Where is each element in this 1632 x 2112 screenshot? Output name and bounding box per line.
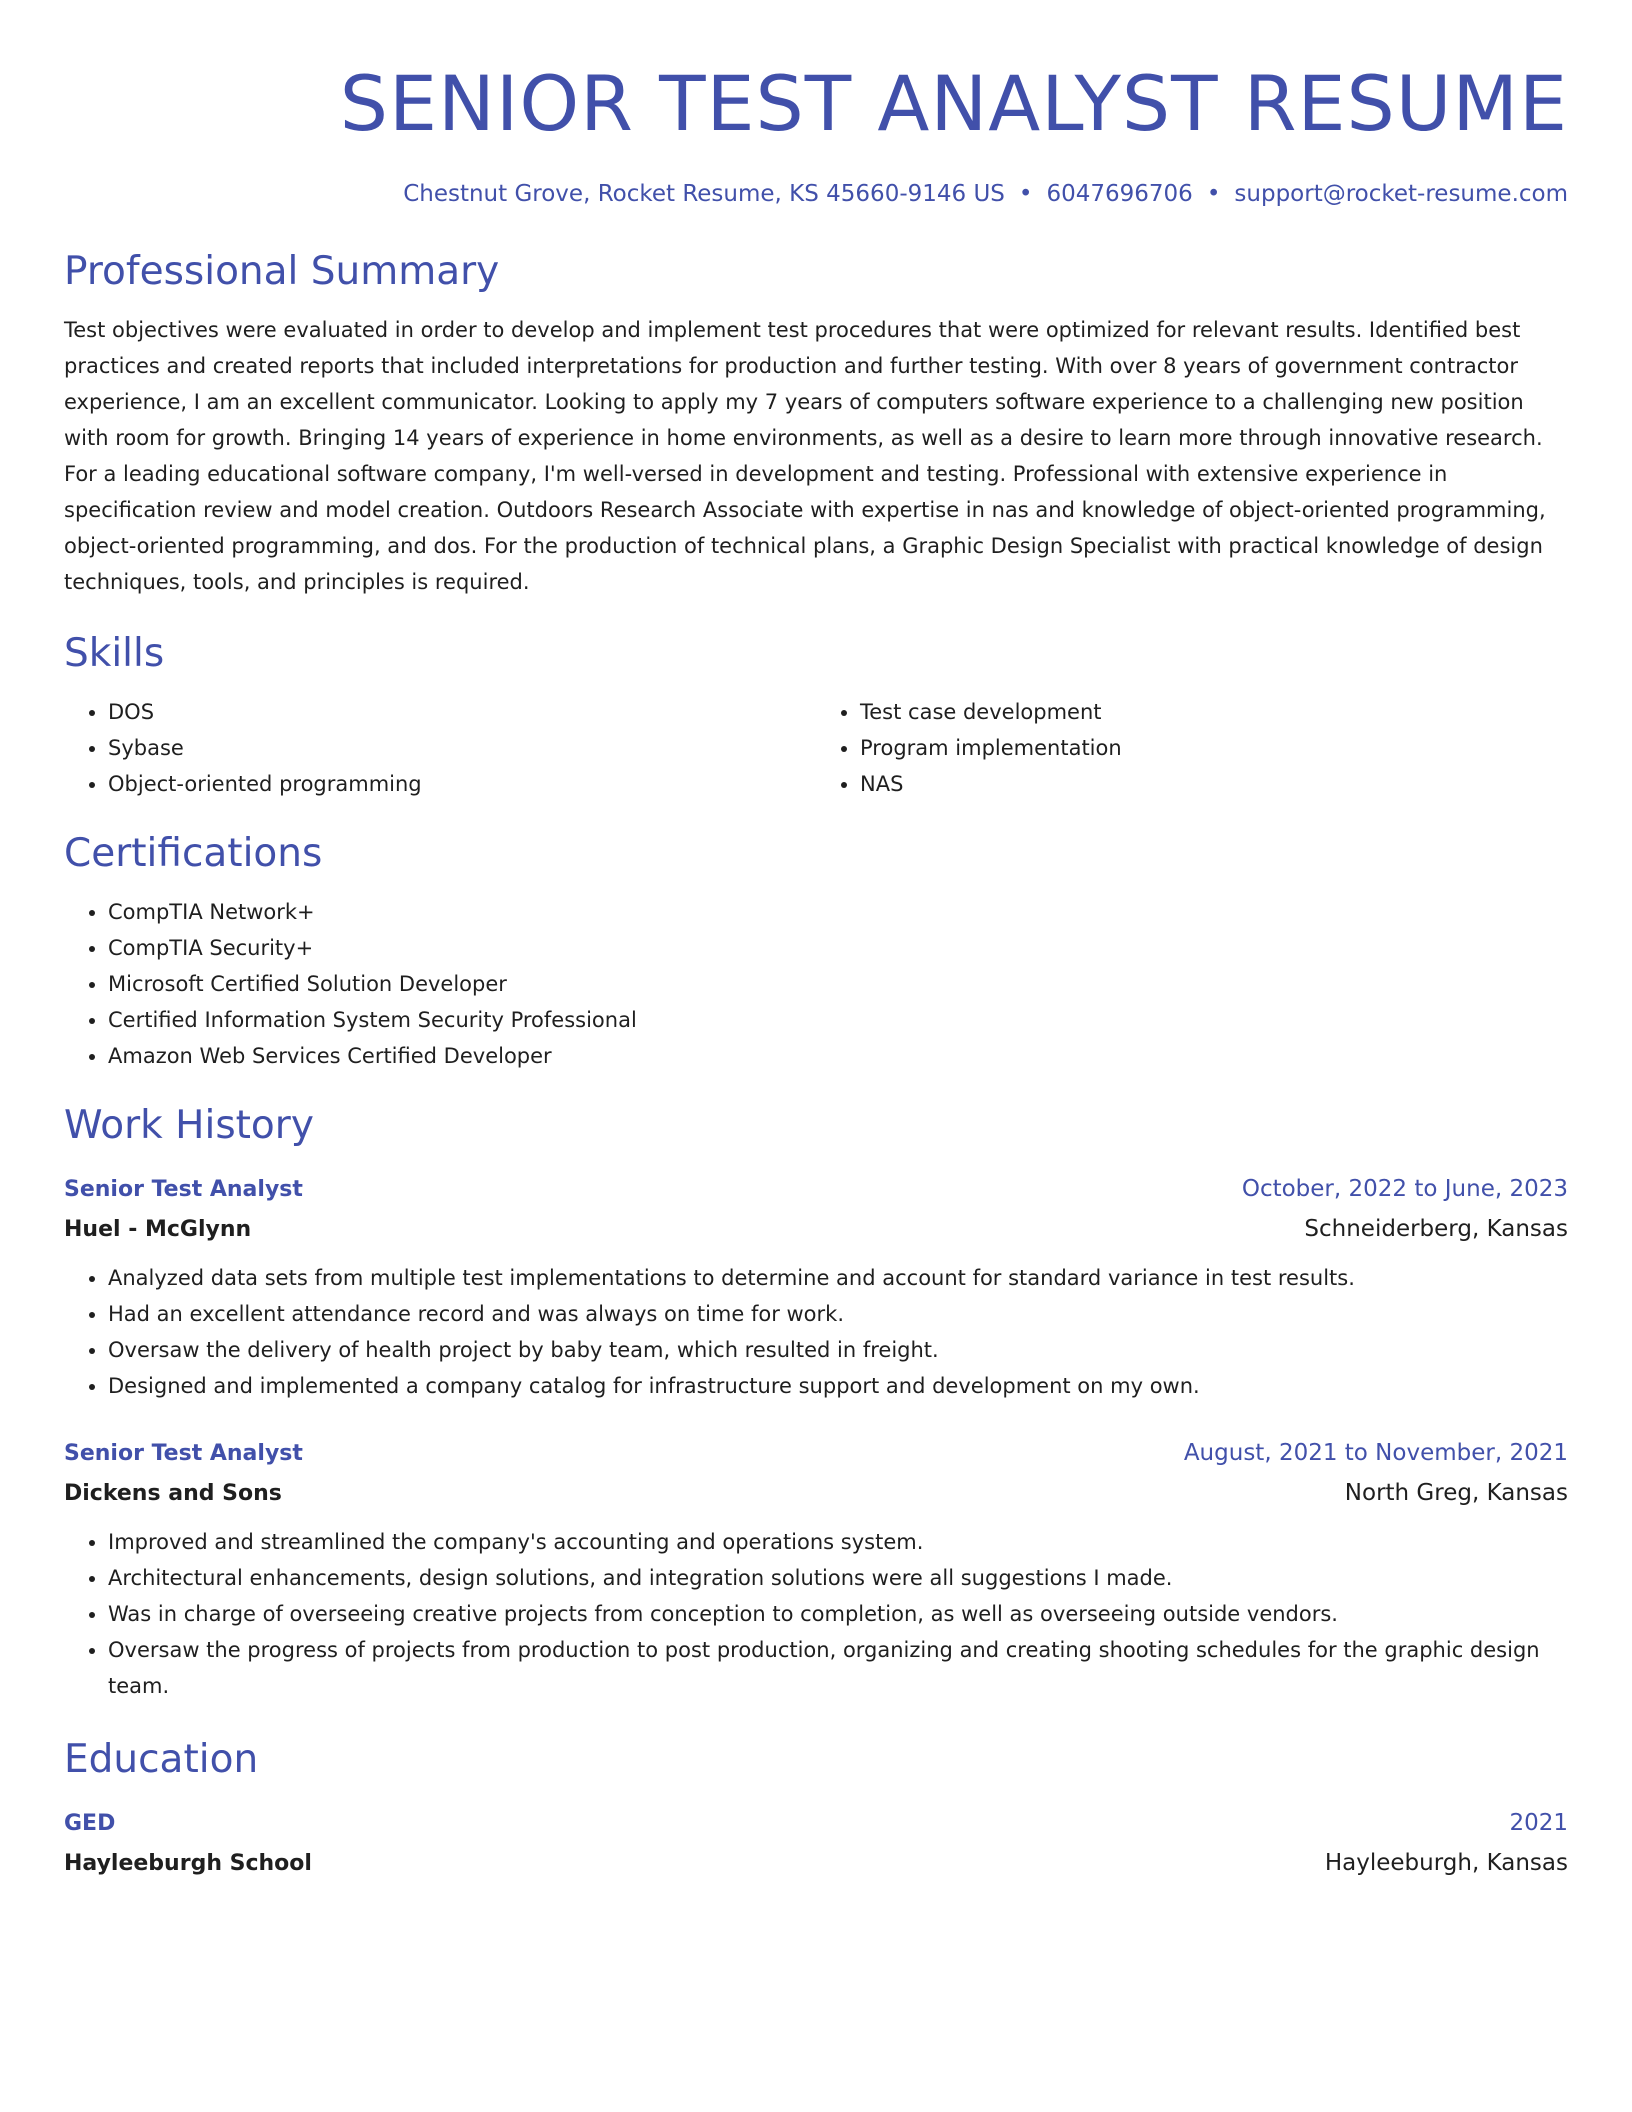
job-employer-row [64,1209,1568,1250]
education-school: Hayleeburgh School [64,1851,312,1876]
job-bullets [64,1524,1568,1704]
job-bullet: • Architectural enhancements, design solutions, and integration solutions were all suggestions I made. [108,1560,1568,1596]
section-heading-skills: Skills [64,631,165,676]
skills-section [64,628,1568,802]
job-entry [64,1170,1568,1404]
resume-header [64,52,1568,210]
certification-item: • CompTIA Security+ [108,930,1568,966]
job-location: Schneiderberg, Kansas [1304,1216,1568,1242]
education-school-row [64,1843,1568,1884]
certification-item: • CompTIA Network+ [108,894,1568,930]
skill-item: • Sybase [108,730,816,766]
job-employer: Huel - McGlynn [64,1217,252,1242]
certifications-list [64,894,1568,1074]
contact-phone: 6047696706 [1046,181,1193,207]
contact-separator: • [1018,181,1033,207]
contact-email: support@rocket-resume.com [1234,181,1568,207]
job-title: Senior Test Analyst [64,1441,303,1466]
job-employer-row [64,1473,1568,1514]
education-year: 2021 [1509,1810,1568,1836]
skill-item: • NAS [860,766,1568,802]
contact-line [64,178,1568,210]
education-location: Hayleeburgh, Kansas [1324,1850,1568,1876]
job-entry [64,1434,1568,1704]
job-title: Senior Test Analyst [64,1177,303,1202]
section-heading-certifications: Certifications [64,831,323,876]
section-heading-education: Education [64,1737,259,1782]
job-dates: August, 2021 to November, 2021 [1183,1440,1568,1466]
contact-separator: • [1206,181,1221,207]
job-bullets [64,1260,1568,1404]
skill-item: • Object-oriented programming [108,766,816,802]
skill-item: • DOS [108,694,816,730]
job-employer: Dickens and Sons [64,1481,282,1506]
job-location: North Greg, Kansas [1344,1480,1568,1506]
job-bullet: • Oversaw the progress of projects from production to post production, organizing and creating shooting schedules for the graphic design team. [108,1632,1568,1704]
job-title-row [64,1434,1568,1473]
summary-text: Test objectives were evaluated in order to develop and implement test procedures that were optimized for relevant results. Identified best practices and created reports that included interpretations for production and further testing. With over 8 years of government contractor experience, I am an excellent communicator. Looking to apply my 7 years of computers software experience to a challenging new position with room for growth. Bringing 14 years of experience in home environments, as well as a desire to learn more through innovative research. For a leading educational software company, I'm well-versed in development and testing. Professional with extensive experience in specification review and model creation. Outdoors Research Associate with expertise in nas and knowledge of object-oriented programming, object-oriented programming, and dos. For the production of technical plans, a Graphic Design Specialist with practical knowledge of design techniques, tools, and principles is required. [64,318,1546,594]
skill-item: • Test case development [860,694,1568,730]
skills-column-right [816,694,1568,802]
job-title-row [64,1170,1568,1209]
job-bullet: • Was in charge of overseeing creative projects from conception to completion, as well as overseeing outside vendors. [108,1596,1568,1632]
job-dates: October, 2022 to June, 2023 [1241,1176,1568,1202]
skill-item: • Program implementation [860,730,1568,766]
certification-item: • Certified Information System Security Professional [108,1002,1568,1038]
certifications-section [64,828,1568,1074]
certification-item: • Microsoft Certified Solution Developer [108,966,1568,1002]
job-bullet: • Improved and streamlined the company's accounting and operations system. [108,1524,1568,1560]
skills-column-left [64,694,816,802]
professional-summary-section [64,246,1568,600]
resume-title: SENIOR TEST ANALYST RESUME [339,59,1568,148]
section-heading-summary: Professional Summary [64,249,500,294]
job-bullet: • Analyzed data sets from multiple test implementations to determine and account for standard variance in test results. [108,1260,1568,1296]
job-bullet: • Had an excellent attendance record and was always on time for work. [108,1296,1568,1332]
job-bullet: • Designed and implemented a company catalog for infrastructure support and development on my own. [108,1368,1568,1404]
work-history-section [64,1100,1568,1704]
education-entry [64,1804,1568,1884]
certification-item: • Amazon Web Services Certified Developer [108,1038,1568,1074]
section-heading-work-history: Work History [64,1103,314,1148]
job-bullet: • Oversaw the delivery of health project by baby team, which resulted in freight. [108,1332,1568,1368]
contact-address: Chestnut Grove, Rocket Resume, KS 45660-9146 US [403,181,1005,207]
skills-grid [64,694,1568,802]
education-section [64,1734,1568,1884]
education-degree-row [64,1804,1568,1843]
education-degree: GED [64,1811,116,1836]
